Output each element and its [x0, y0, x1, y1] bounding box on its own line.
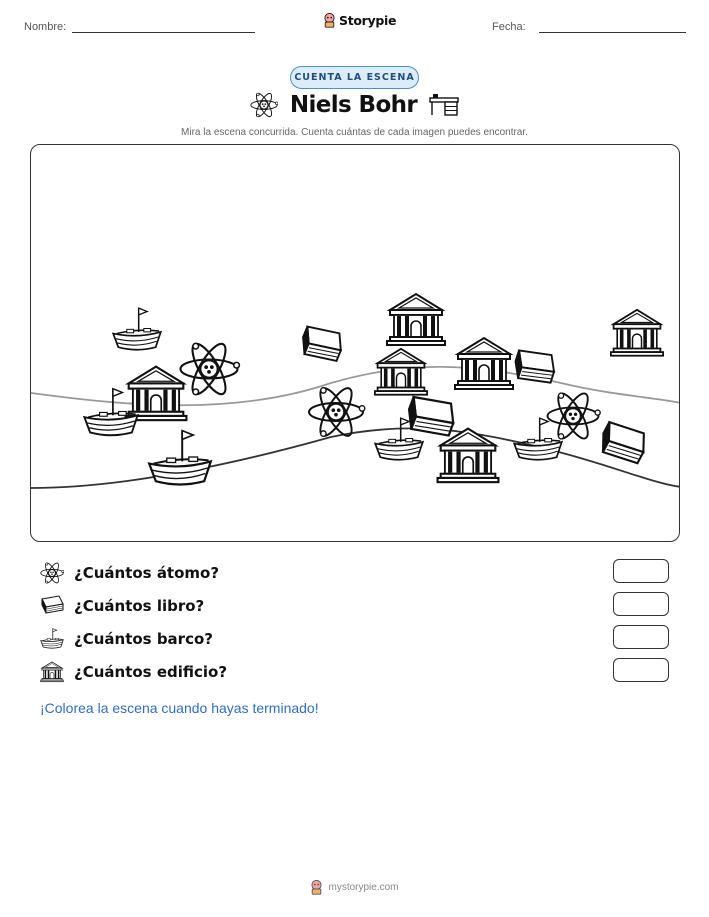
- name-line[interactable]: [72, 32, 255, 33]
- question-text: ¿Cuántos átomo?: [74, 564, 220, 582]
- boat-icon: [40, 627, 64, 651]
- scene-atom: [309, 384, 365, 440]
- question-building: [40, 659, 227, 685]
- storypie-logo-icon: [310, 880, 323, 895]
- storypie-logo-icon: [323, 13, 336, 28]
- scene-boat: [514, 418, 562, 460]
- answer-box-book[interactable]: [613, 592, 669, 616]
- scene-book: [511, 345, 559, 388]
- scene-book: [403, 391, 459, 442]
- counting-scene: [30, 144, 680, 542]
- scene-book: [596, 417, 652, 469]
- question-text: ¿Cuántos edificio?: [74, 663, 228, 681]
- coloring-note: ¡Colorea la escena cuando hayas terminado!: [40, 700, 319, 716]
- scene-building: [375, 349, 427, 395]
- scene-illustration: [31, 145, 680, 542]
- scene-boat: [149, 431, 211, 485]
- scene-wave-lower: [31, 428, 680, 488]
- atom-icon: [250, 91, 278, 119]
- scene-building: [387, 294, 445, 345]
- scene-atom: [181, 340, 240, 399]
- answer-box-atom[interactable]: [613, 559, 669, 583]
- scene-book: [297, 321, 346, 366]
- brand-name: Storypie: [339, 13, 397, 28]
- question-atom: [40, 560, 219, 586]
- footer-url[interactable]: mystorypie.com: [328, 882, 399, 893]
- answer-box-boat[interactable]: [613, 625, 669, 649]
- question-boat: [40, 626, 213, 652]
- brand: [323, 13, 396, 28]
- building-icon: [40, 660, 64, 684]
- footer: [0, 880, 709, 895]
- scene-building: [455, 338, 513, 389]
- book-icon: [40, 594, 64, 618]
- scene-atom: [548, 390, 601, 443]
- question-text: ¿Cuántos barco?: [74, 630, 213, 648]
- date-label: Fecha:: [492, 21, 526, 33]
- atom-icon: [40, 561, 64, 585]
- scene-building: [611, 310, 663, 356]
- question-text: ¿Cuántos libro?: [74, 597, 205, 615]
- activity-badge: CUENTA LA ESCENA: [290, 66, 419, 89]
- question-book: [40, 593, 204, 619]
- instructions: Mira la escena concurrida. Cuenta cuántas de cada imagen puedes encontrar.: [181, 127, 528, 138]
- scene-boat: [113, 308, 161, 350]
- title-row: [0, 91, 709, 119]
- date-line[interactable]: [539, 32, 686, 33]
- answer-box-building[interactable]: [613, 658, 669, 682]
- name-label: Nombre:: [24, 21, 67, 33]
- desk-icon: [429, 93, 459, 117]
- scene-building: [126, 367, 187, 421]
- page-title: Niels Bohr: [289, 92, 418, 118]
